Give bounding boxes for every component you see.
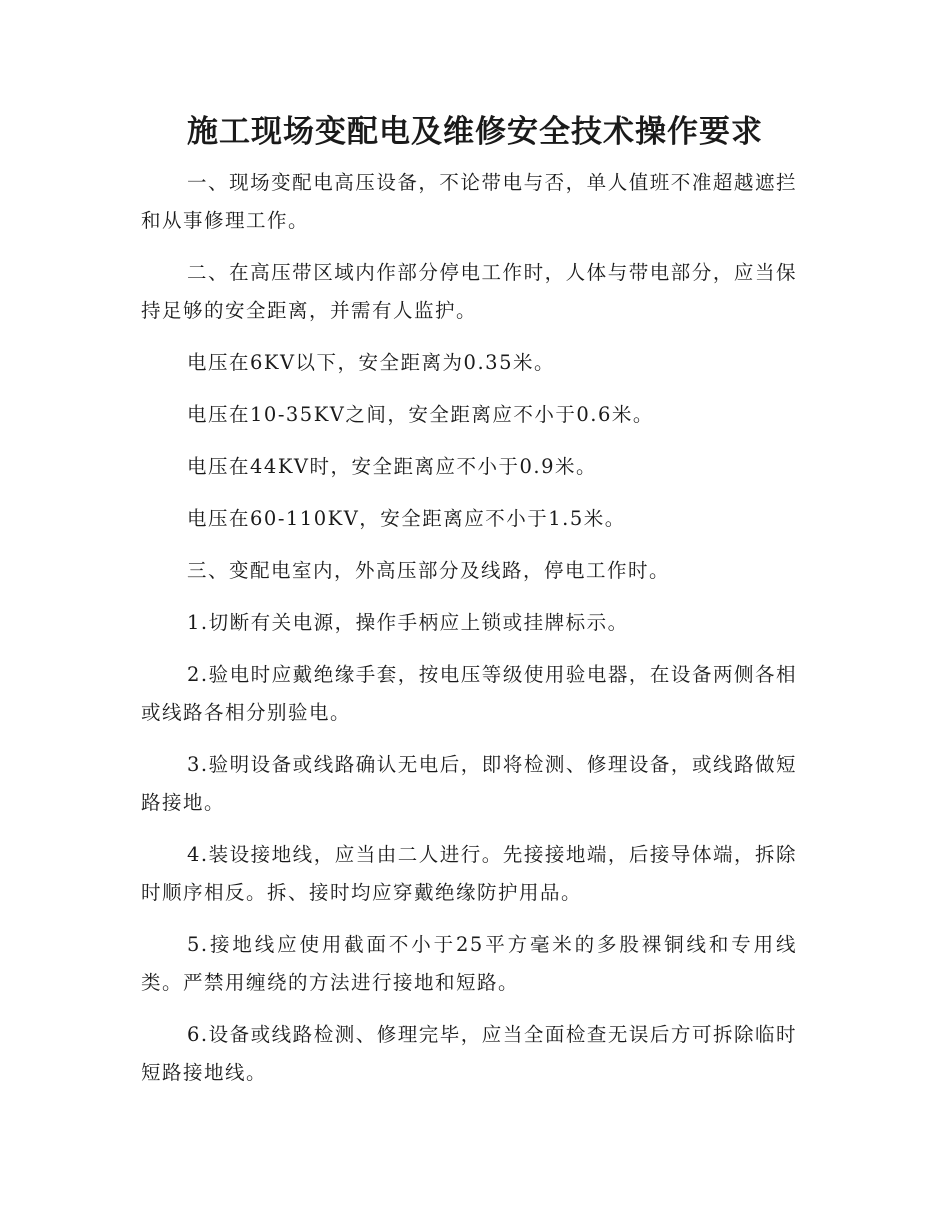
list-item-6: 6.设备或线路检测、修理完毕，应当全面检查无误后方可拆除临时短路接地线。 bbox=[141, 1023, 797, 1084]
list-item-2: 2.验电时应戴绝缘手套，按电压等级使用验电器，在设备两侧各相或线路各相分别验电。 bbox=[141, 663, 797, 724]
list-item-3: 3.验明设备或线路确认无电后，即将检测、修理设备，或线路做短路接地。 bbox=[141, 753, 797, 814]
list-item-4: 4.装设接地线，应当由二人进行。先接接地端，后接导体端，拆除时顺序相反。拆、接时均应穿戴绝缘防护用品。 bbox=[141, 843, 797, 904]
document-title: 施工现场变配电及维修安全技术操作要求 bbox=[187, 114, 763, 150]
list-item-1: 1.切断有关电源，操作手柄应上锁或挂牌标示。 bbox=[187, 611, 629, 634]
document-body bbox=[141, 164, 797, 1106]
paragraph-voltage-6kv: 电压在6KV以下，安全距离为0.35米。 bbox=[187, 351, 555, 374]
paragraph-voltage-10-35kv: 电压在10-35KV之间，安全距离应不小于0.6米。 bbox=[187, 403, 654, 426]
list-item-5: 5.接地线应使用截面不小于25平方毫米的多股裸铜线和专用线类。严禁用缠绕的方法进行接地和短路。 bbox=[141, 933, 797, 994]
paragraph-3: 三、变配电室内，外高压部分及线路，停电工作时。 bbox=[187, 559, 671, 582]
paragraph-1: 一、现场变配电高压设备，不论带电与否，单人值班不准超越遮拦和从事修理工作。 bbox=[141, 171, 797, 232]
paragraph-voltage-44kv: 电压在44KV时，安全距离应不小于0.9米。 bbox=[187, 455, 597, 478]
paragraph-voltage-60-110kv: 电压在60-110KV，安全距离应不小于1.5米。 bbox=[187, 507, 626, 530]
paragraph-2: 二、在高压带区域内作部分停电工作时，人体与带电部分，应当保持足够的安全距离，并需有人监护。 bbox=[141, 261, 797, 322]
